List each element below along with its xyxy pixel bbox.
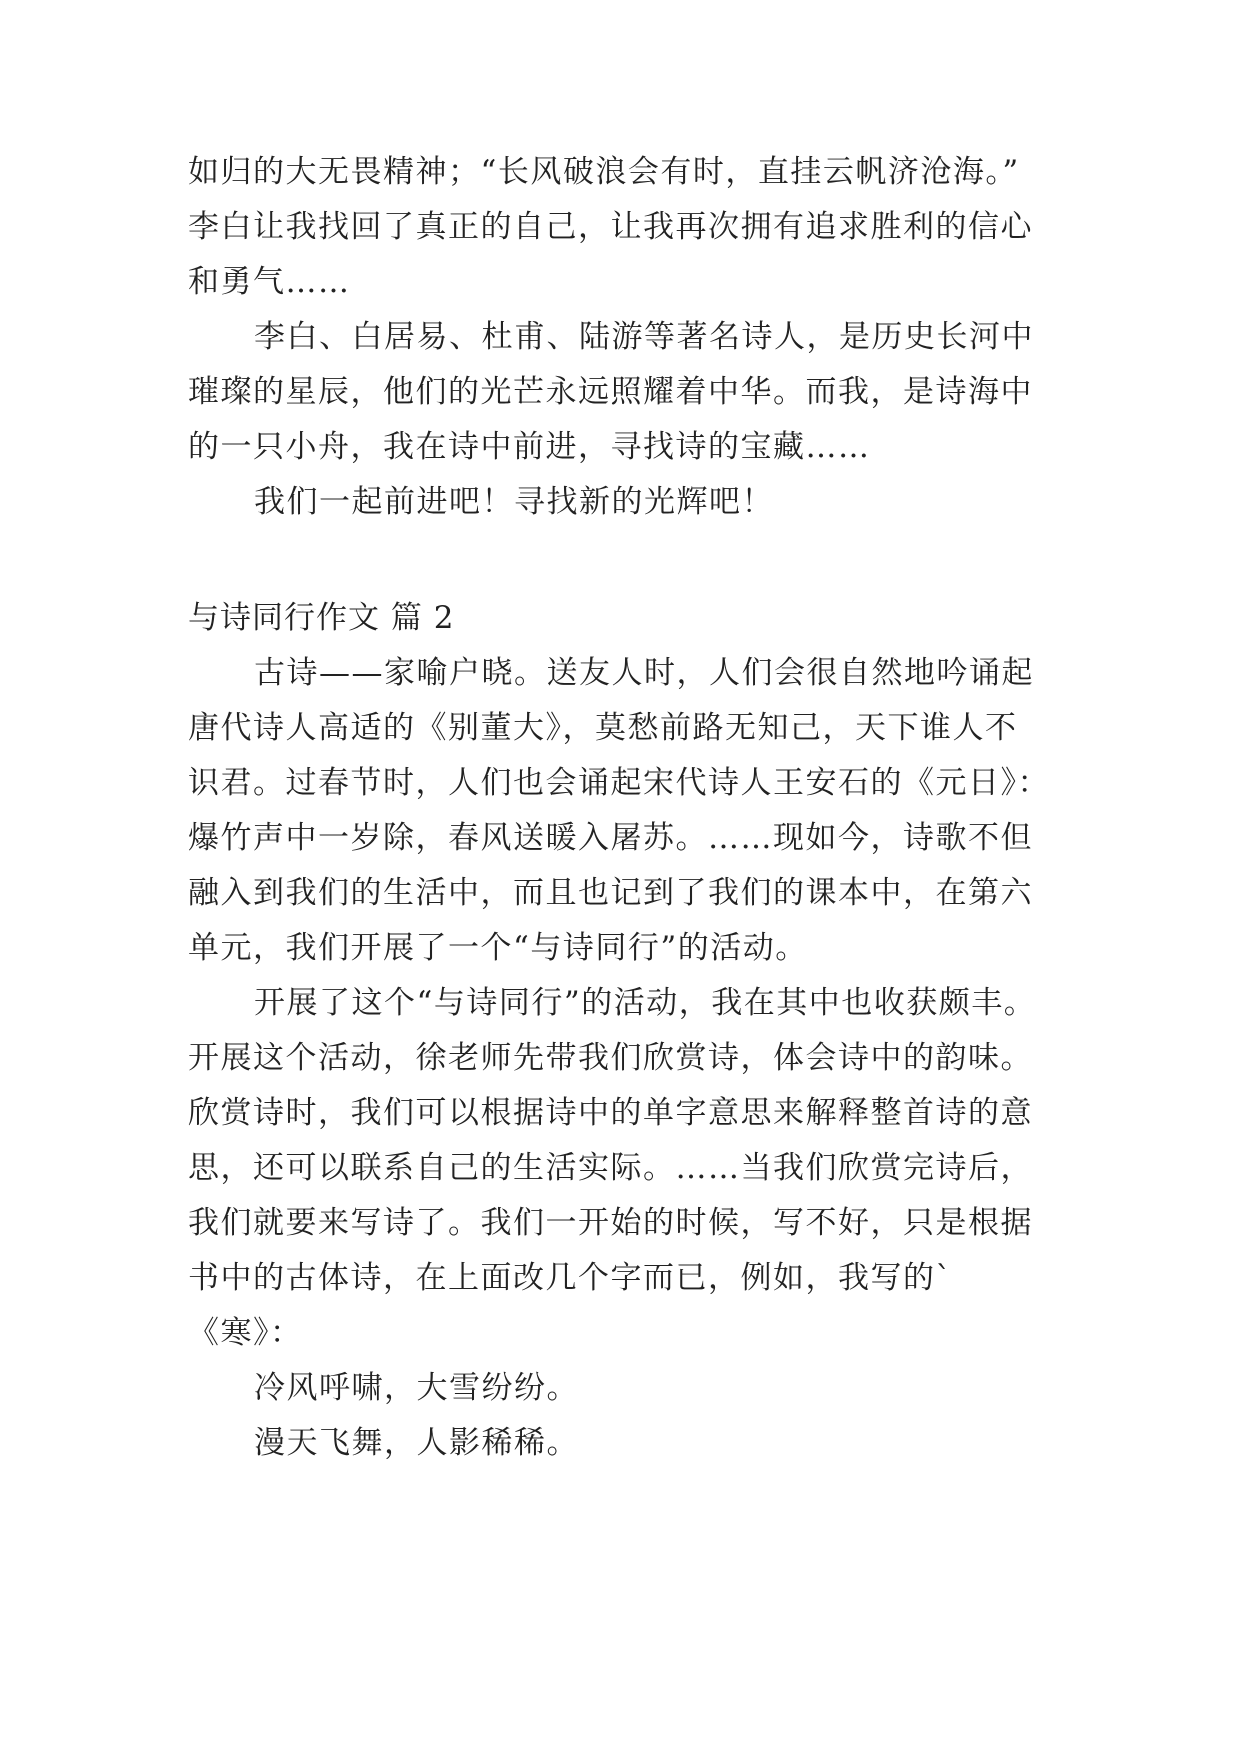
section-heading: 与诗同行作文 篇 2: [188, 600, 455, 636]
paragraph-line: 开展了这个“与诗同行”的活动，我在其中也收获颇丰。: [254, 985, 1037, 1021]
poem-line: 漫天飞舞，人影稀稀。: [254, 1425, 579, 1461]
paragraph-line: 唐代诗人高适的《别董大》，莫愁前路无知己，天下谁人不: [188, 710, 1018, 746]
paragraph-line: 的一只小舟，我在诗中前进，寻找诗的宝藏……: [188, 429, 871, 465]
paragraph-line: 《寒》：: [188, 1315, 303, 1351]
paragraph-line: 爆竹声中一岁除，春风送暖入屠苏。……现如今，诗歌不但: [188, 820, 1033, 856]
paragraph-line: 如归的大无畏精神；“长风破浪会有时，直挂云帆济沧海。”: [188, 154, 1020, 190]
paragraph-line: 单元，我们开展了一个“与诗同行”的活动。: [188, 930, 808, 966]
paragraph-line: 李白让我找回了真正的自己，让我再次拥有追求胜利的信心: [188, 209, 1033, 245]
paragraph-line: 我们就要来写诗了。我们一开始的时候，写不好，只是根据: [188, 1205, 1033, 1241]
paragraph-line: 书中的古体诗，在上面改几个字而已，例如，我写的`: [188, 1260, 953, 1296]
paragraph-line: 古诗——家喻户晓。送友人时，人们会很自然地吟诵起: [254, 655, 1034, 691]
paragraph-line: 开展这个活动，徐老师先带我们欣赏诗，体会诗中的韵味。: [188, 1040, 1033, 1076]
poem-line: 冷风呼啸，大雪纷纷。: [254, 1370, 579, 1406]
paragraph-line: 璀璨的星辰，他们的光芒永远照耀着中华。而我，是诗海中: [188, 374, 1033, 410]
paragraph-line: 我们一起前进吧！寻找新的光辉吧！: [254, 484, 774, 520]
paragraph-line: 和勇气……: [188, 264, 351, 300]
paragraph-line: 李白、白居易、杜甫、陆游等著名诗人，是历史长河中: [254, 319, 1034, 355]
paragraph-line: 识君。过春节时，人们也会诵起宋代诗人王安石的《元日》：: [188, 765, 1050, 801]
paragraph-line: 欣赏诗时，我们可以根据诗中的单字意思来解释整首诗的意: [188, 1095, 1033, 1131]
paragraph-line: 融入到我们的生活中，而且也记到了我们的课本中，在第六: [188, 875, 1033, 911]
paragraph-line: 思，还可以联系自己的生活实际。……当我们欣赏完诗后，: [188, 1150, 1033, 1186]
